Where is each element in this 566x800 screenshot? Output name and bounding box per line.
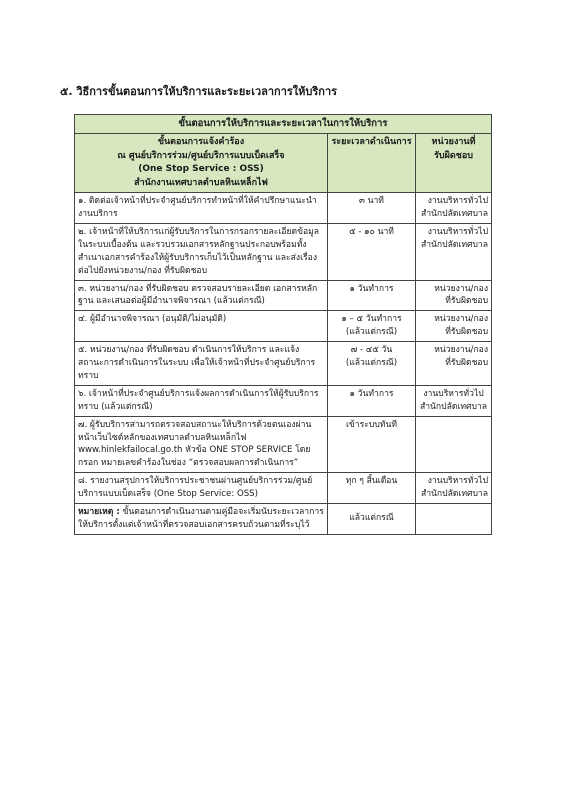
table-row <box>75 385 492 416</box>
table-row <box>75 473 492 504</box>
unit-cell <box>416 416 492 473</box>
header-step-line: สำนักงานเทศบาลตำบลหินเหล็กไฟ <box>134 177 268 188</box>
unit-line: ที่รับผิดชอบ <box>445 327 489 338</box>
time-line: เข้าระบบทันที <box>346 419 397 430</box>
unit-cell <box>416 280 492 311</box>
unit-cell <box>416 385 492 416</box>
unit-line: หน่วยงาน/กอง <box>434 283 489 294</box>
step-cell: ๓. หน่วยงาน/กอง ที่รับผิดชอบ ตรวจสอบรายละเอียด เอกสารหลักฐาน และเสนอต่อผู้มีอำนาจพิจารณา (แล้วแต่กรณี) <box>75 280 328 311</box>
procedure-table <box>74 114 492 535</box>
unit-cell <box>416 193 492 224</box>
table-row <box>75 311 492 342</box>
table-row <box>75 280 492 311</box>
unit-line: สำนักปลัดเทศบาล <box>420 489 489 500</box>
section-heading: ๕. วิธีการขั้นตอนการให้บริการและระยะเวลาการให้บริการ <box>60 85 338 98</box>
unit-line: งานบริหารทั่วไป <box>427 476 489 487</box>
note-unit-cell <box>416 503 492 534</box>
table-row <box>75 416 492 473</box>
step-cell: ๘. รายงานสรุปการให้บริการประชาชนผ่านศูนย์บริการร่วม/ศูนย์บริการแบบเบ็ดเสร็จ (One Stop Service: OSS) <box>75 473 328 504</box>
note-text: ขั้นตอนการดำเนินงานตามคู่มือจะเริ่มนับระยะเวลาการให้บริการตั้งแต่เจ้าหน้าที่ตรวจสอบเอกสารครบถ้วนตามที่ระบุไว้ <box>78 506 324 530</box>
unit-line: หน่วยงาน/กอง <box>434 314 489 325</box>
note-time: แล้วแต่กรณี <box>349 513 394 524</box>
unit-line: ที่รับผิดชอบ <box>445 296 489 307</box>
table-row <box>75 342 492 386</box>
header-unit <box>416 134 492 193</box>
note-cell <box>75 503 328 534</box>
time-line: ๑ – ๕ วันทำการ <box>341 314 402 325</box>
header-unit-line: หน่วยงานที่ <box>431 137 476 148</box>
time-cell <box>328 416 416 473</box>
unit-line: สำนักปลัดเทศบาล <box>419 401 488 412</box>
header-unit-line: รับผิดชอบ <box>434 150 473 161</box>
header-time: ระยะเวลาดำเนินการ <box>328 134 416 193</box>
unit-cell <box>416 473 492 504</box>
time-line: (แล้วแต่กรณี) <box>345 327 398 338</box>
table-row <box>75 224 492 281</box>
unit-line: สำนักปลัดเทศบาล <box>420 239 489 250</box>
header-step-line: ณ ศูนย์บริการร่วม/ศูนย์บริการแบบเบ็ดเสร็จ <box>117 150 285 161</box>
step-cell: ๗. ผู้รับบริการสามารถตรวจสอบสถานะให้บริการด้วยตนเองผ่านหน้าเว็บไซต์หลักของเทศบาลตำบลหินเหล็กไฟ www.hinlekfailocal.go.th หัวข้อ ONE STOP SERVICE โดยกรอก หมายเลขคำร้องในช่อง “ตรวจสอบผลการดำเนินการ” <box>75 416 328 473</box>
step-cell: ๖. เจ้าหน้าที่ประจำศูนย์บริการแจ้งผลการดำเนินการให้ผู้รับบริการทราบ (แล้วแต่กรณี) <box>75 385 328 416</box>
time-line: (แล้วแต่กรณี) <box>345 358 398 369</box>
unit-line: งานบริหารทั่วไป <box>427 196 489 207</box>
unit-cell <box>416 342 492 386</box>
time-cell <box>328 385 416 416</box>
unit-line: หน่วยงาน/กอง <box>434 345 489 356</box>
time-cell <box>328 311 416 342</box>
unit-line: งานบริหารทั่วไป <box>427 227 489 238</box>
time-line: ๓ นาที <box>359 196 384 207</box>
note-row <box>75 503 492 534</box>
time-cell <box>328 473 416 504</box>
table-title: ขั้นตอนการให้บริการและระยะเวลาในการให้บริการ <box>75 115 492 134</box>
step-cell: ๔. ผู้มีอำนาจพิจารณา (อนุมัติ/ไม่อนุมัติ) <box>75 311 328 342</box>
time-cell <box>328 342 416 386</box>
time-line: ๑ วันทำการ <box>349 388 394 399</box>
note-time-cell <box>328 503 416 534</box>
time-cell <box>328 280 416 311</box>
step-cell: ๑. ติดต่อเจ้าหน้าที่ประจำศูนย์บริการทำหน้าที่ให้คำปรึกษาแนะนำงานบริการ <box>75 193 328 224</box>
time-line: ทุก ๆ สิ้นเดือน <box>345 476 398 487</box>
time-line: ๑ วันทำการ <box>349 283 394 294</box>
time-cell <box>328 224 416 281</box>
unit-cell <box>416 311 492 342</box>
header-step-line: ขั้นตอนการแจ้งคำร้อง <box>157 137 245 148</box>
table-row <box>75 193 492 224</box>
table-header-row <box>75 134 492 193</box>
unit-line: ที่รับผิดชอบ <box>445 358 489 369</box>
time-cell <box>328 193 416 224</box>
step-cell: ๒. เจ้าหน้าที่ให้บริการแก่ผู้รับบริการในการกรอกรายละเอียดข้อมูลในระบบเบื้องต้น และรวบรวมเอกสารหลักฐานประกอบพร้อมทั้งสำเนาเอกสารคำร้องให้ผู้รับบริการเก็บไว้เป็นหลักฐาน และส่งเรื่องต่อไปยังหน่วยงาน/กอง ที่รับผิดชอบ <box>75 224 328 281</box>
time-line: ๗ - ๔๕ วัน <box>350 345 393 356</box>
unit-cell <box>416 224 492 281</box>
unit-line: สำนักปลัดเทศบาล <box>420 209 489 220</box>
header-step-line: (One Stop Service : OSS) <box>138 164 264 175</box>
step-cell: ๕. หน่วยงาน/กอง ที่รับผิดชอบ ดำเนินการให้บริการ และแจ้งสถานะการดำเนินการในระบบ เพื่อให้เจ้าหน้าที่ประจำศูนย์บริการทราบ <box>75 342 328 386</box>
note-label: หมายเหตุ : <box>78 506 120 517</box>
unit-line: งานบริหารทั่วไป <box>423 388 484 399</box>
header-step <box>75 134 328 193</box>
time-line: ๕ - ๑๐ นาที <box>349 227 394 238</box>
